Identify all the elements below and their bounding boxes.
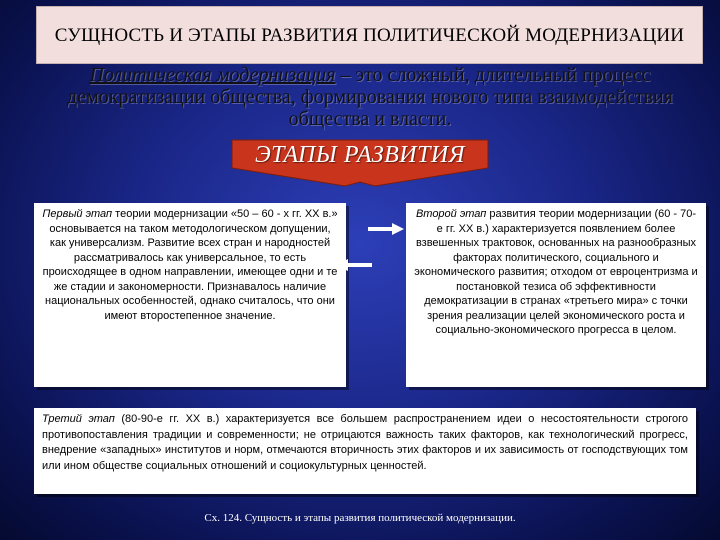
stage1-lead: Первый этап [42,208,113,220]
stage1-box [34,203,346,387]
definition-rest: – это сложный, длительный процесс демократизации общества, формирования нового типа взаимодействия общества и власти. [67,64,673,130]
arrow-left-icon [336,258,372,272]
stages-banner [50,134,670,188]
footer-caption: Сх. 124. Сущность и этапы развития политической модернизации. [204,512,516,524]
stage1-text: теории модернизации «50 – 60 - х гг. XX в.» основывается на таком методологическом допущении, как универсализм. Развитие всех стран и народностей рассматривалось как универсальное, то есть происходящее в одном направлении, имеющее одни и те же стадии и закономерности. Признавалось наличие национальных особенностей, однако считалось, что они имеют второстепенное значение. [42,208,338,322]
stage3-text: (80-90-е гг. XX в.) характеризуется все большем распространением идеи о несостоятельности строгого противопоставления традиции и современности; не отрицаются важность таких факторов, как технологический прогресс, внедрение «западных» институтов и норм, отмечаются вторичность этих факторов и их зависимость от господствующих том или ином обществе социальных отношений и социокультурных ценностей. [42,413,688,472]
banner-label: ЭТАПЫ РАЗВИТИЯ [254,142,466,168]
stage3-box [34,408,696,494]
arrow-right-icon [368,222,404,236]
stage2-box [406,203,706,387]
definition-text [40,64,700,130]
definition-term: Политическая модернизация [89,64,336,86]
title-box [36,6,703,64]
page-title: СУЩНОСТЬ И ЭТАПЫ РАЗВИТИЯ ПОЛИТИЧЕСКОЙ МОДЕРНИЗАЦИИ [54,24,685,46]
stage2-lead: Второй этап [415,208,487,220]
stage2-text: развития теории модернизации (60 - 70-е гг. XX в.) характеризуется появлением более взвешенных трактовок, основанных на разнообразных факторах политического, социального и экономического развития; отходом от евроцентризма и постановкой тезиса об эффективности демократизации в странах «третьего мира» с точки зрения реализации целей экономического роста и социально-экономического прогресса в целом. [414,208,698,336]
stage3-lead: Третий этап [42,413,115,425]
